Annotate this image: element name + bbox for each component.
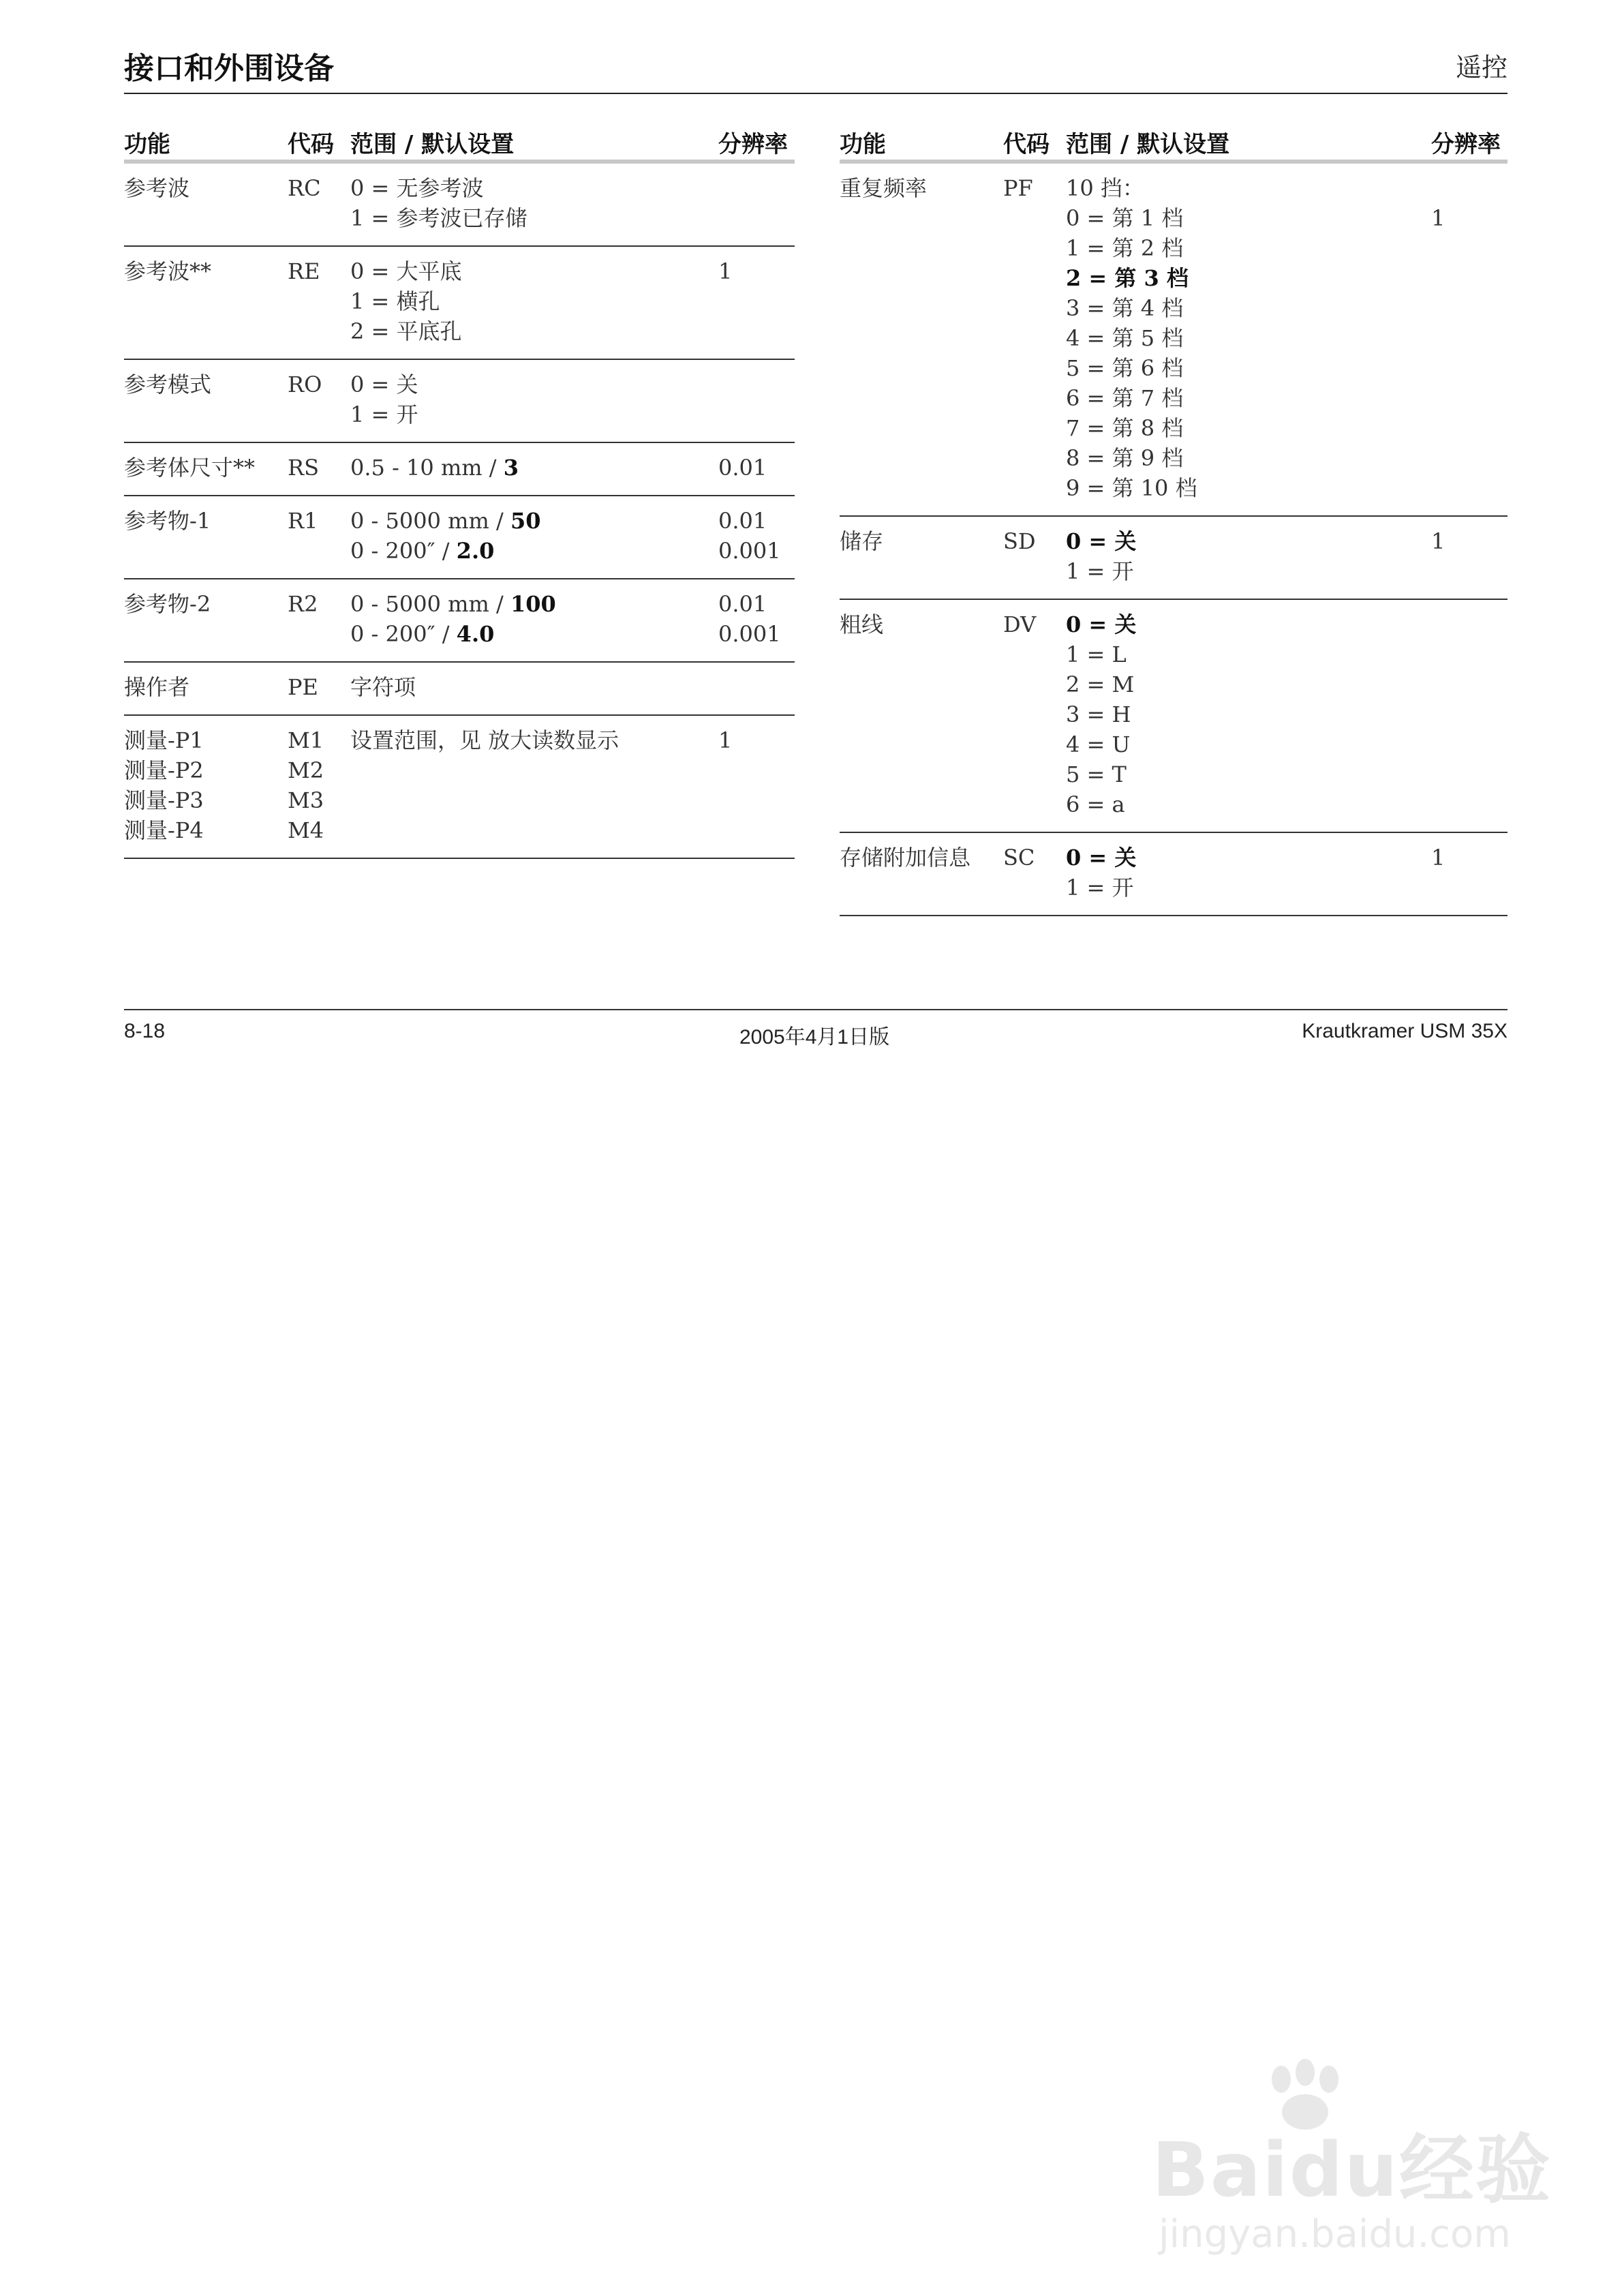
left-parameter-table (124, 123, 795, 859)
code-cell (288, 173, 350, 233)
function-line: 重复频率 (840, 175, 928, 201)
left-table-body (124, 164, 795, 859)
function-line: 测量-P4 (124, 817, 204, 843)
right-parameter-table (840, 123, 1508, 916)
default-value: 0 = 关 (1066, 528, 1137, 554)
table-row (840, 600, 1508, 833)
header-code: 代码 (1003, 131, 1050, 158)
range-line (350, 536, 718, 566)
resolution-line: 1 (1431, 845, 1445, 871)
resolution-cell (718, 672, 795, 702)
range-line (1066, 669, 1431, 699)
function-cell (124, 453, 288, 483)
function-line: 参考模式 (124, 372, 212, 397)
header-resolution: 分辨率 (1431, 131, 1501, 158)
range-line (1066, 173, 1431, 203)
range-text: 10 挡： (1066, 175, 1144, 201)
range-line (1066, 759, 1431, 789)
default-value: 4.0 (456, 621, 495, 647)
range-line (350, 316, 718, 346)
resolution-line: 1 (718, 727, 733, 753)
range-text: 设置范围，见 放大读数显示 (350, 727, 619, 753)
function-cell (840, 843, 1003, 903)
code-cell (1003, 173, 1066, 503)
range-line (1066, 383, 1431, 413)
header-divider (124, 93, 1508, 94)
range-text: 4 = 第 5 档 (1066, 325, 1184, 351)
range-line (1066, 323, 1431, 353)
range-text: 0 = 无参考波 (350, 175, 484, 201)
range-text: 5 = 第 6 档 (1066, 355, 1184, 381)
table-row (124, 247, 795, 360)
function-line: 操作者 (124, 674, 190, 700)
range-text: 1 = 开 (1066, 558, 1134, 584)
range-cell (350, 256, 718, 346)
edition-date: 2005年4月1日版 (739, 1026, 890, 1048)
function-line: 测量-P3 (124, 787, 204, 813)
code-cell (288, 256, 350, 346)
range-line (1066, 789, 1431, 819)
range-line (350, 589, 718, 619)
range-text: 3 = 第 4 档 (1066, 295, 1184, 321)
header-resolution: 分辨率 (718, 131, 788, 158)
range-text: 1 = 开 (1066, 875, 1134, 901)
resolution-line: 1 (1431, 528, 1445, 554)
function-line: 参考波 (124, 175, 190, 201)
range-text: 4 = U (1066, 731, 1131, 757)
range-text: 6 = 第 7 档 (1066, 385, 1184, 411)
product-name: Krautkramer USM 35X (1302, 1020, 1508, 1042)
range-text: 0 = 第 1 档 (1066, 205, 1184, 231)
range-cell (350, 453, 718, 483)
range-text: 2 = M (1066, 671, 1135, 697)
range-text: 8 = 第 9 档 (1066, 445, 1184, 471)
table-row (840, 833, 1508, 916)
range-text: 5 = T (1066, 761, 1127, 787)
range-text: 字符项 (350, 674, 416, 700)
default-value: 50 (510, 508, 541, 534)
range-line (350, 369, 718, 399)
code-line: R1 (288, 508, 318, 534)
range-cell (350, 506, 718, 566)
page-number: 8-18 (124, 1020, 166, 1042)
watermark-logo: Baidu经验 (1152, 2126, 1552, 2214)
range-line (350, 399, 718, 429)
table-row (124, 443, 795, 496)
range-text: 9 = 第 10 档 (1066, 475, 1197, 501)
resolution-line: 0.01 (718, 455, 767, 481)
code-line: R2 (288, 591, 318, 617)
range-line (350, 672, 718, 702)
range-line (350, 173, 718, 203)
range-line (1066, 413, 1431, 443)
range-text: 0.5 - 10 mm / (350, 455, 504, 481)
function-cell (124, 173, 288, 233)
range-line (1066, 699, 1431, 729)
range-cell (350, 369, 718, 429)
range-text: 0 - 200″ / (350, 621, 457, 647)
footer-divider (124, 1009, 1508, 1010)
function-cell (124, 369, 288, 429)
header-function: 功能 (840, 131, 886, 158)
header-code: 代码 (288, 131, 334, 158)
range-text: 0 = 关 (350, 372, 418, 397)
resolution-cell (1431, 609, 1508, 819)
default-value: 2 = 第 3 档 (1066, 265, 1189, 291)
function-cell (840, 173, 1003, 503)
range-cell (350, 672, 718, 702)
range-cell (1066, 526, 1431, 586)
function-cell (124, 589, 288, 649)
resolution-cell (1431, 843, 1508, 903)
right-table-body (840, 164, 1508, 916)
default-value: 100 (510, 591, 556, 617)
code-cell (1003, 609, 1066, 819)
range-text: 1 = 横孔 (350, 288, 440, 314)
code-line: RS (288, 455, 320, 481)
function-cell (840, 526, 1003, 586)
default-value: 2.0 (456, 538, 495, 564)
range-line (1066, 443, 1431, 473)
table-row (124, 716, 795, 859)
function-cell (840, 609, 1003, 819)
header-range: 范围 / 默认设置 (1066, 131, 1230, 158)
code-cell (288, 672, 350, 702)
table-header (124, 123, 795, 164)
table-row (124, 663, 795, 716)
table-row (124, 360, 795, 443)
resolution-line (1431, 173, 1508, 203)
resolution-line: 1 (718, 258, 733, 284)
code-line: SC (1003, 845, 1035, 871)
resolution-line: 0.01 (718, 591, 767, 617)
code-line: M3 (288, 787, 324, 813)
range-text: 0 - 200″ / (350, 538, 457, 564)
function-cell (124, 672, 288, 702)
resolution-line: 0.01 (718, 508, 767, 534)
function-cell (124, 506, 288, 566)
range-line (350, 286, 718, 316)
range-line (1066, 639, 1431, 669)
code-line: RE (288, 258, 320, 284)
table-row (124, 496, 795, 579)
range-cell (350, 173, 718, 233)
function-line: 参考物-2 (124, 591, 211, 617)
range-line (1066, 263, 1431, 293)
resolution-cell (718, 369, 795, 429)
range-line (1066, 556, 1431, 586)
range-line (1066, 526, 1431, 556)
code-line: M2 (288, 757, 324, 783)
resolution-line: 1 (1431, 205, 1445, 231)
code-cell (288, 506, 350, 566)
page-title: 接口和外围设备 (124, 51, 334, 86)
resolution-cell (718, 453, 795, 483)
range-cell (350, 589, 718, 649)
range-line (1066, 729, 1431, 759)
code-line: M1 (288, 727, 324, 753)
code-cell (1003, 843, 1066, 903)
range-text: 0 - 5000 mm / (350, 508, 510, 534)
range-line (350, 725, 718, 755)
function-line: 储存 (840, 528, 884, 554)
resolution-line: 0.001 (718, 621, 781, 647)
table-row (124, 164, 795, 247)
code-line: DV (1003, 611, 1037, 637)
code-line: RO (288, 372, 322, 397)
code-cell (1003, 526, 1066, 586)
header-range: 范围 / 默认设置 (350, 131, 515, 158)
function-line: 参考体尺寸** (124, 455, 256, 481)
range-line (1066, 203, 1431, 233)
resolution-line: 0.001 (718, 538, 781, 564)
code-cell (288, 453, 350, 483)
watermark-url: jingyan.baidu.com (1159, 2212, 1511, 2256)
range-text: 1 = 开 (350, 402, 418, 427)
function-line: 参考波** (124, 258, 212, 284)
range-text: 6 = a (1066, 791, 1125, 817)
resolution-cell (718, 173, 795, 233)
range-cell (1066, 609, 1431, 819)
table-row (840, 517, 1508, 600)
range-line (350, 506, 718, 536)
resolution-cell (718, 256, 795, 346)
header-function: 功能 (124, 131, 170, 158)
code-cell (288, 369, 350, 429)
function-cell (124, 256, 288, 346)
range-text: 1 = L (1066, 641, 1127, 667)
function-line: 存储附加信息 (840, 845, 971, 871)
code-line: M4 (288, 817, 324, 843)
code-line: PE (288, 674, 318, 700)
range-text: 0 = 大平底 (350, 258, 462, 284)
resolution-cell (1431, 526, 1508, 586)
range-text: 2 = 平底孔 (350, 318, 462, 344)
range-text: 7 = 第 8 档 (1066, 415, 1184, 441)
code-line: SD (1003, 528, 1036, 554)
function-line: 粗线 (840, 611, 884, 637)
range-text: 1 = 参考波已存储 (350, 205, 527, 231)
table-row (124, 579, 795, 663)
range-line (350, 453, 718, 483)
range-cell (1066, 173, 1431, 503)
range-line (350, 619, 718, 649)
range-line (1066, 873, 1431, 903)
range-line (1066, 473, 1431, 503)
default-value: 0 = 关 (1066, 611, 1137, 637)
resolution-cell (1431, 173, 1508, 503)
range-text: 0 - 5000 mm / (350, 591, 510, 617)
function-line: 参考物-1 (124, 508, 211, 534)
range-line (1066, 233, 1431, 263)
code-cell (288, 725, 350, 845)
range-line (1066, 843, 1431, 873)
range-line (350, 256, 718, 286)
code-line: PF (1003, 175, 1033, 201)
function-line: 测量-P1 (124, 727, 204, 753)
range-text: 1 = 第 2 档 (1066, 235, 1184, 261)
table-header (840, 123, 1508, 164)
range-text: 3 = H (1066, 701, 1131, 727)
range-line (1066, 609, 1431, 639)
range-cell (1066, 843, 1431, 903)
code-cell (288, 589, 350, 649)
range-line (1066, 293, 1431, 323)
resolution-cell (718, 506, 795, 566)
range-line (350, 203, 718, 233)
resolution-cell (718, 589, 795, 649)
function-line: 测量-P2 (124, 757, 204, 783)
default-value: 3 (503, 455, 519, 481)
function-cell (124, 725, 288, 845)
resolution-cell (718, 725, 795, 845)
range-cell (350, 725, 718, 845)
code-line: RC (288, 175, 321, 201)
table-row (840, 164, 1508, 517)
default-value: 0 = 关 (1066, 845, 1137, 871)
section-title: 遥控 (1455, 52, 1508, 82)
range-line (1066, 353, 1431, 383)
